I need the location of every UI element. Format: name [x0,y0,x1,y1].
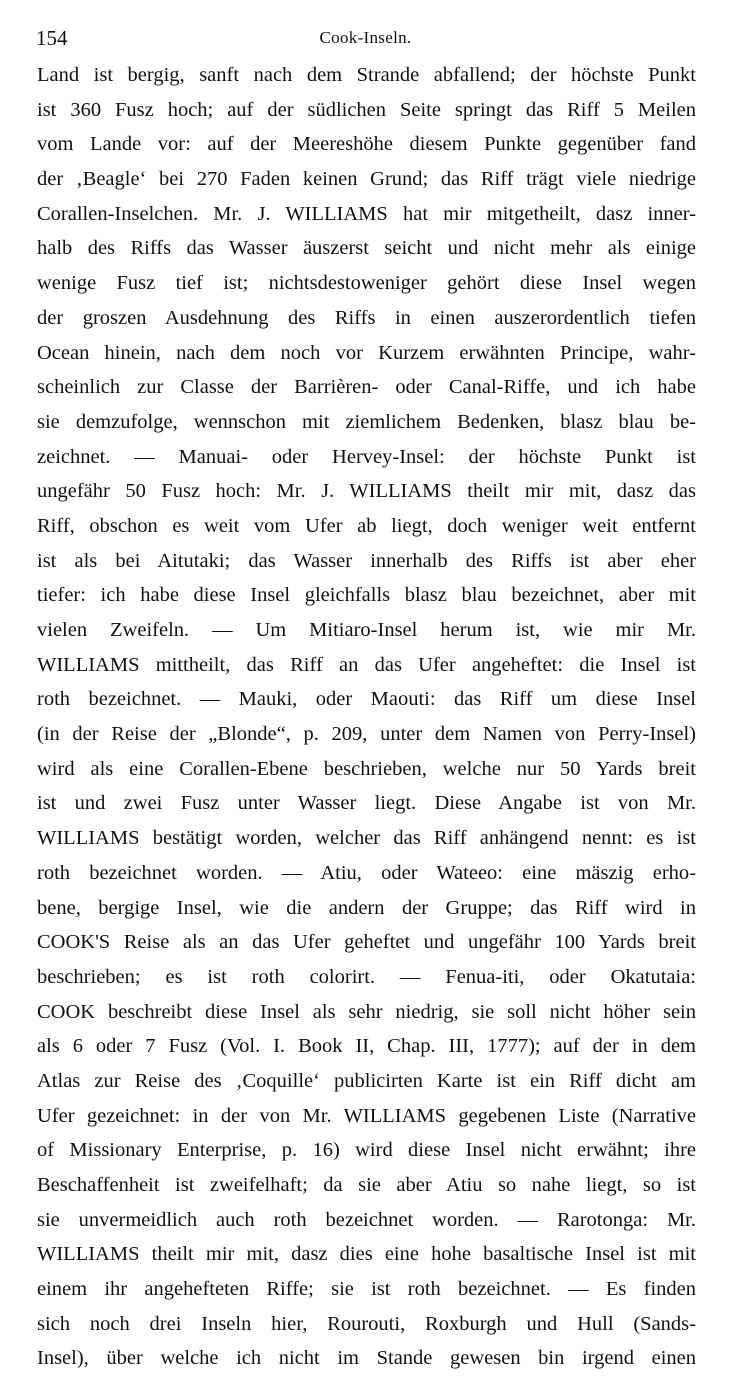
text-line: WILLIAMS bestätigt worden, welcher das Riff anhängend nennt: es ist [37,827,696,850]
text-line: (in der Reise der „Blonde“, p. 209, unter dem Namen von Perry-Insel) [37,723,696,746]
text-line: tiefer: ich habe diese Insel gleichfalls blasz blau bezeichnet, aber mit [37,584,696,607]
text-line: bene, bergige Insel, wie die andern der Gruppe; das Riff wird in [37,896,696,919]
text-line: Land ist bergig, sanft nach dem Strande abfallend; der höchste Punkt [37,64,696,86]
body-text [37,58,696,1376]
text-line: Riff, obschon es weit vom Ufer ab liegt, doch weniger weit entfernt [37,514,696,537]
text-line: Beschaffenheit ist zweifelhaft; da sie aber Atiu so nahe liegt, so ist [37,1174,696,1196]
text-line: WILLIAMS mittheilt, das Riff an das Ufer angeheftet: die Insel ist [37,653,696,676]
text-line: ist als bei Aitutaki; das Wasser innerhalb des Riffs ist aber eher [37,549,696,572]
text-line: zeichnet. — Manuai- oder Hervey-Insel: der höchste Punkt ist [37,445,696,468]
page-number: 154 [36,26,68,50]
text-line: of Missionary Enterprise, p. 16) wird diese Insel nicht erwähnt; ihre [37,1139,696,1162]
text-line: ungefähr 50 Fusz hoch: Mr. J. WILLIAMS theilt mir mit, dasz das [37,480,696,503]
text-line: der ‚Beagle‘ bei 270 Faden keinen Grund; das Riff trägt viele niedrige [37,168,696,191]
text-line: als 6 oder 7 Fusz (Vol. I. Book II, Chap. III, 1777); auf der in dem [37,1035,696,1058]
text-line: vielen Zweifeln. — Um Mitiaro-Insel herum ist, wie mir Mr. [37,619,696,641]
text-line: vom Lande vor: auf der Meereshöhe diesem Punkte gegenüber fand [37,133,696,156]
text-line: Atlas zur Reise des ‚Coquille‘ publicirten Karte ist ein Riff dicht am [37,1069,696,1092]
text-line: Ufer gezeichnet: in der von Mr. WILLIAMS gegebenen Liste (Narrative [37,1104,696,1127]
text-line: WILLIAMS theilt mir mit, dasz dies eine hohe basaltische Insel ist mit [37,1243,696,1266]
text-line: COOK beschreibt diese Insel als sehr niedrig, sie soll nicht höher sein [37,1000,696,1023]
text-line: der groszen Ausdehnung des Riffs in einen auszerordentlich tiefen [37,306,696,329]
text-line: wenige Fusz tief ist; nichtsdestoweniger gehört diese Insel wegen [37,272,696,295]
text-line: halb des Riffs das Wasser äuszerst seicht und nicht mehr als einige [37,237,696,260]
text-line: einem ihr angehefteten Riffe; sie ist roth bezeichnet. — Es finden [37,1278,696,1301]
text-line: sie demzufolge, wennschon mit ziemlichem Bedenken, blasz blau be- [37,410,696,433]
text-line: beschrieben; es ist roth colorirt. — Fenua-iti, oder Okatutaia: [37,965,696,988]
text-line: scheinlich zur Classe der Barrièren- oder Canal-Riffe, und ich habe [37,376,696,399]
text-line: roth bezeichnet. — Mauki, oder Maouti: das Riff um diese Insel [37,688,696,711]
text-line: sich noch drei Inseln hier, Rourouti, Roxburgh und Hull (Sands- [37,1312,696,1335]
text-line: ist und zwei Fusz unter Wasser liegt. Diese Angabe ist von Mr. [37,792,696,815]
text-line: Ocean hinein, nach dem noch vor Kurzem erwähnten Principe, wahr- [37,341,696,364]
text-line: COOK'S Reise als an das Ufer geheftet und ungefähr 100 Yards breit [37,931,696,954]
text-line: ist 360 Fusz hoch; auf der südlichen Seite springt das Riff 5 Meilen [37,98,696,121]
text-line: sie unvermeidlich auch roth bezeichnet worden. — Rarotonga: Mr. [37,1208,696,1231]
text-line: roth bezeichnet worden. — Atiu, oder Wateeo: eine mäszig erho- [37,861,696,884]
page-header [36,24,695,54]
text-line: Insel), über welche ich nicht im Stande gewesen bin irgend einen [37,1347,696,1370]
text-line: wird als eine Corallen-Ebene beschrieben, welche nur 50 Yards breit [37,757,696,780]
running-head: Cook-Inseln. [319,28,412,47]
text-line: Corallen-Inselchen. Mr. J. WILLIAMS hat mir mitgetheilt, dasz inner- [37,202,696,225]
